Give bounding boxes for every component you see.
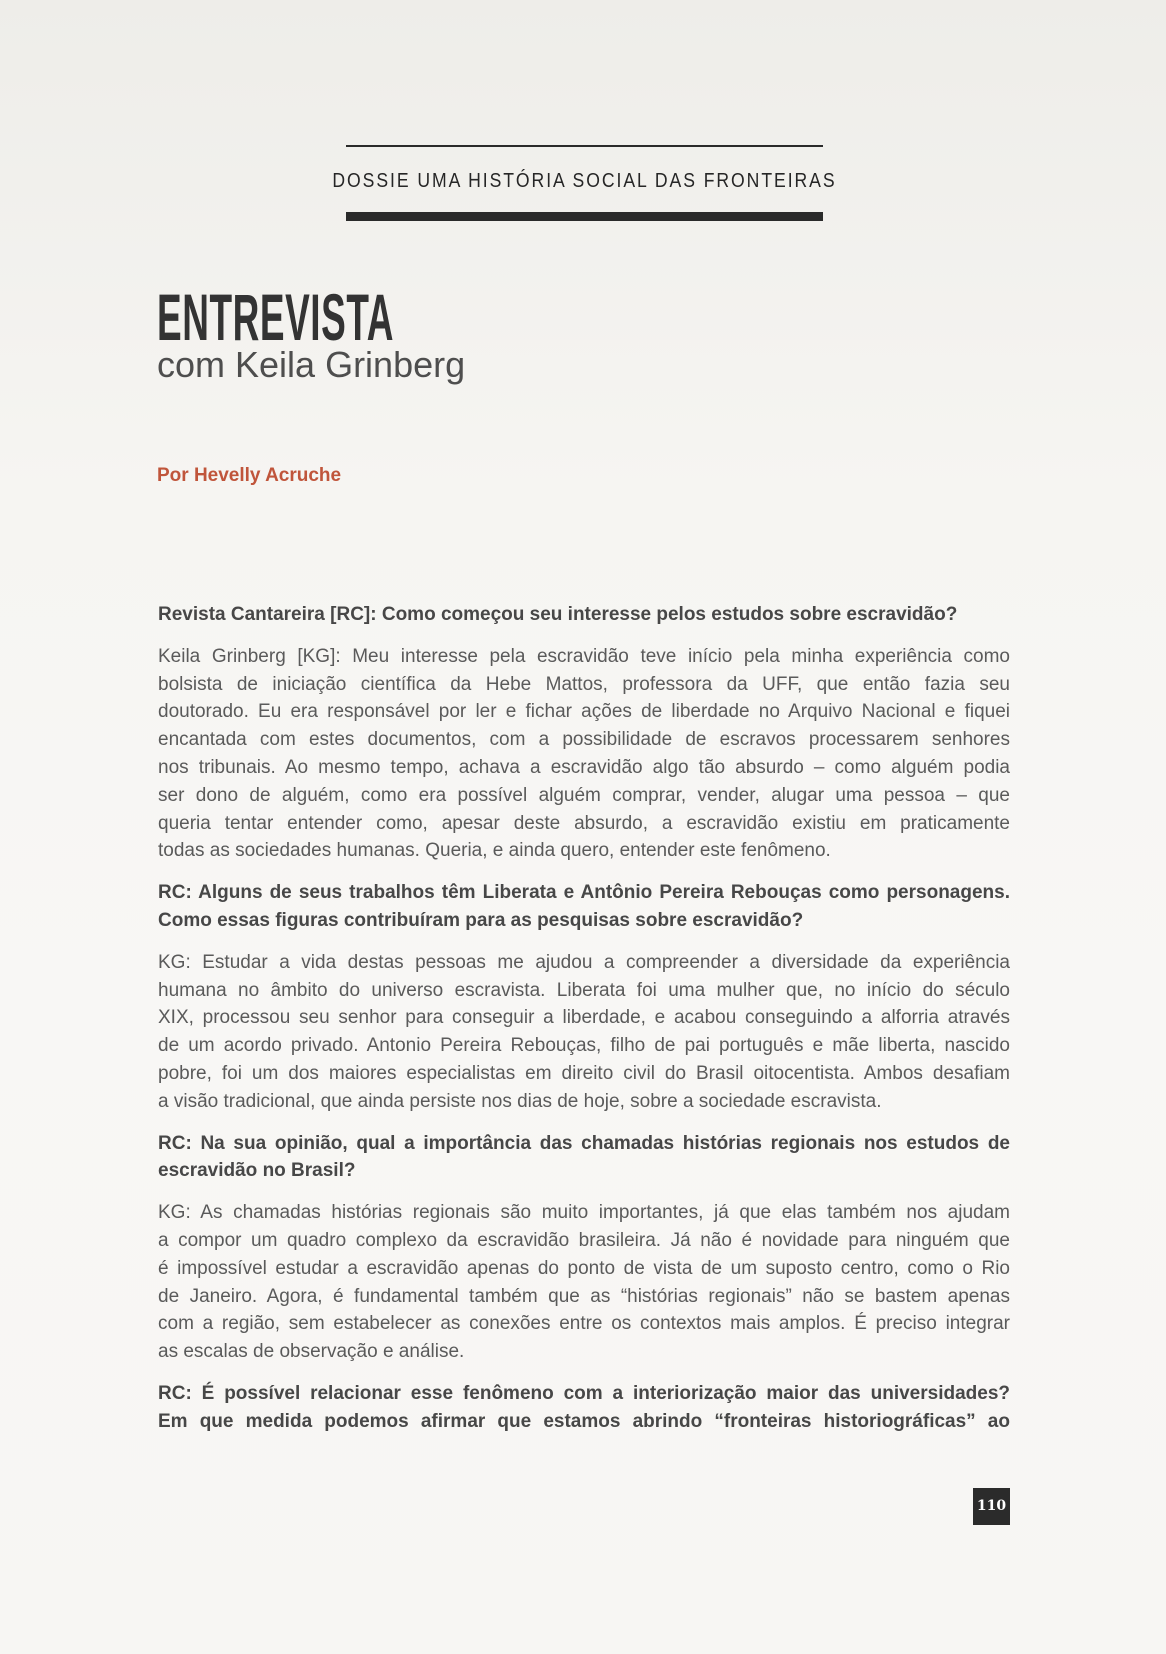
text-line: com a região, sem estabelecer as conexões entre os contextos mais amplos. É preciso integrar (158, 1313, 1010, 1335)
text-line: escravidão no Brasil? (158, 1160, 356, 1182)
text-line: de Janeiro. Agora, é fundamental também que as “histórias regionais” não se bastem apenas (158, 1285, 1010, 1307)
interview-answer (158, 949, 1010, 1116)
text-line: RC: Na sua opinião, qual a importância das chamadas histórias regionais nos estudos de (158, 1132, 1010, 1154)
text-line: Em que medida podemos afirmar que estamos abrindo “fronteiras historiográficas” ao (158, 1410, 1010, 1432)
text-line: humana no âmbito do universo escravista. Liberata foi uma mulher que, no início do século (158, 979, 1010, 1001)
article-subtitle: com Keila Grinberg (157, 344, 466, 385)
text-line: Como essas figuras contribuíram para as pesquisas sobre escravidão? (158, 909, 804, 931)
byline: Por Hevelly Acruche (157, 465, 342, 486)
text-line: é impossível estudar a escravidão apenas do ponto de vista de um suposto centro, como o Rio (158, 1257, 1010, 1279)
text-line: nos tribunais. Ao mesmo tempo, achava a escravidão algo tão absurdo – como alguém podia (158, 756, 1010, 778)
text-line: KG: As chamadas histórias regionais são muito importantes, já que elas também nos ajudam (158, 1202, 1010, 1224)
text-line: Revista Cantareira [RC]: Como começou seu interesse pelos estudos sobre escravidão? (158, 604, 958, 625)
section-header (4, 171, 1165, 191)
text-line: de um acordo privado. Antonio Pereira Rebouças, filho de pai português e mãe liberta, nascido (158, 1035, 1010, 1057)
text-line: todas as sociedades humanas. Queria, e ainda quero, entender este fenômeno. (158, 840, 831, 862)
interview-answer (158, 643, 1010, 865)
page-number-box (973, 1488, 1010, 1525)
text-line: doutorado. Eu era responsável por ler e fichar ações de liberdade no Arquivo Nacional e fiquei (158, 701, 1010, 723)
interview-question (158, 601, 1010, 629)
text-line: encantada com estes documentos, com a possibilidade de escravos processarem senhores (158, 729, 1010, 751)
text-line: ser dono de alguém, como era possível alguém comprar, vender, alugar uma pessoa – que (158, 784, 1010, 806)
section-title: DOSSIE UMA HISTÓRIA SOCIAL DAS FRONTEIRAS (332, 170, 837, 192)
article-title: ENTREVISTA (157, 280, 394, 354)
interview-question (158, 879, 1010, 935)
text-line: a compor um quadro complexo da escravidão brasileira. Já não é novidade para ninguém que (158, 1229, 1010, 1251)
header-rule-top (346, 145, 823, 147)
text-line: queria tentar entender como, apesar deste absurdo, a escravidão existiu em praticamente (158, 812, 1010, 834)
text-line: RC: É possível relacionar esse fenômeno com a interiorização maior das universidades? (158, 1382, 1010, 1404)
text-line: pobre, foi um dos maiores especialistas em direito civil do Brasil oitocentista. Ambos desafiam (158, 1062, 1010, 1084)
text-line: KG: Estudar a vida destas pessoas me ajudou a compreender a diversidade da experiência (158, 951, 1010, 973)
interview-question (158, 1380, 1010, 1436)
text-line: XIX, processou seu senhor para conseguir a liberdade, e acabou conseguindo a alforria através (158, 1007, 1010, 1029)
header-rule-bottom (346, 212, 823, 221)
interview-body (158, 601, 1010, 1450)
text-line: as escalas de observação e análise. (158, 1341, 465, 1363)
interview-answer (158, 1199, 1010, 1366)
text-line: bolsista de iniciação científica da Hebe Mattos, professora da UFF, que então fazia seu (158, 673, 1010, 695)
page-number: 110 (976, 1498, 1007, 1514)
text-line: RC: Alguns de seus trabalhos têm Liberata e Antônio Pereira Rebouças como personagens. (158, 882, 1010, 904)
text-line: Keila Grinberg [KG]: Meu interesse pela escravidão teve início pela minha experiência como (158, 645, 1010, 667)
interview-question (158, 1130, 1010, 1186)
text-line: a visão tradicional, que ainda persiste nos dias de hoje, sobre a sociedade escravista. (158, 1090, 882, 1112)
